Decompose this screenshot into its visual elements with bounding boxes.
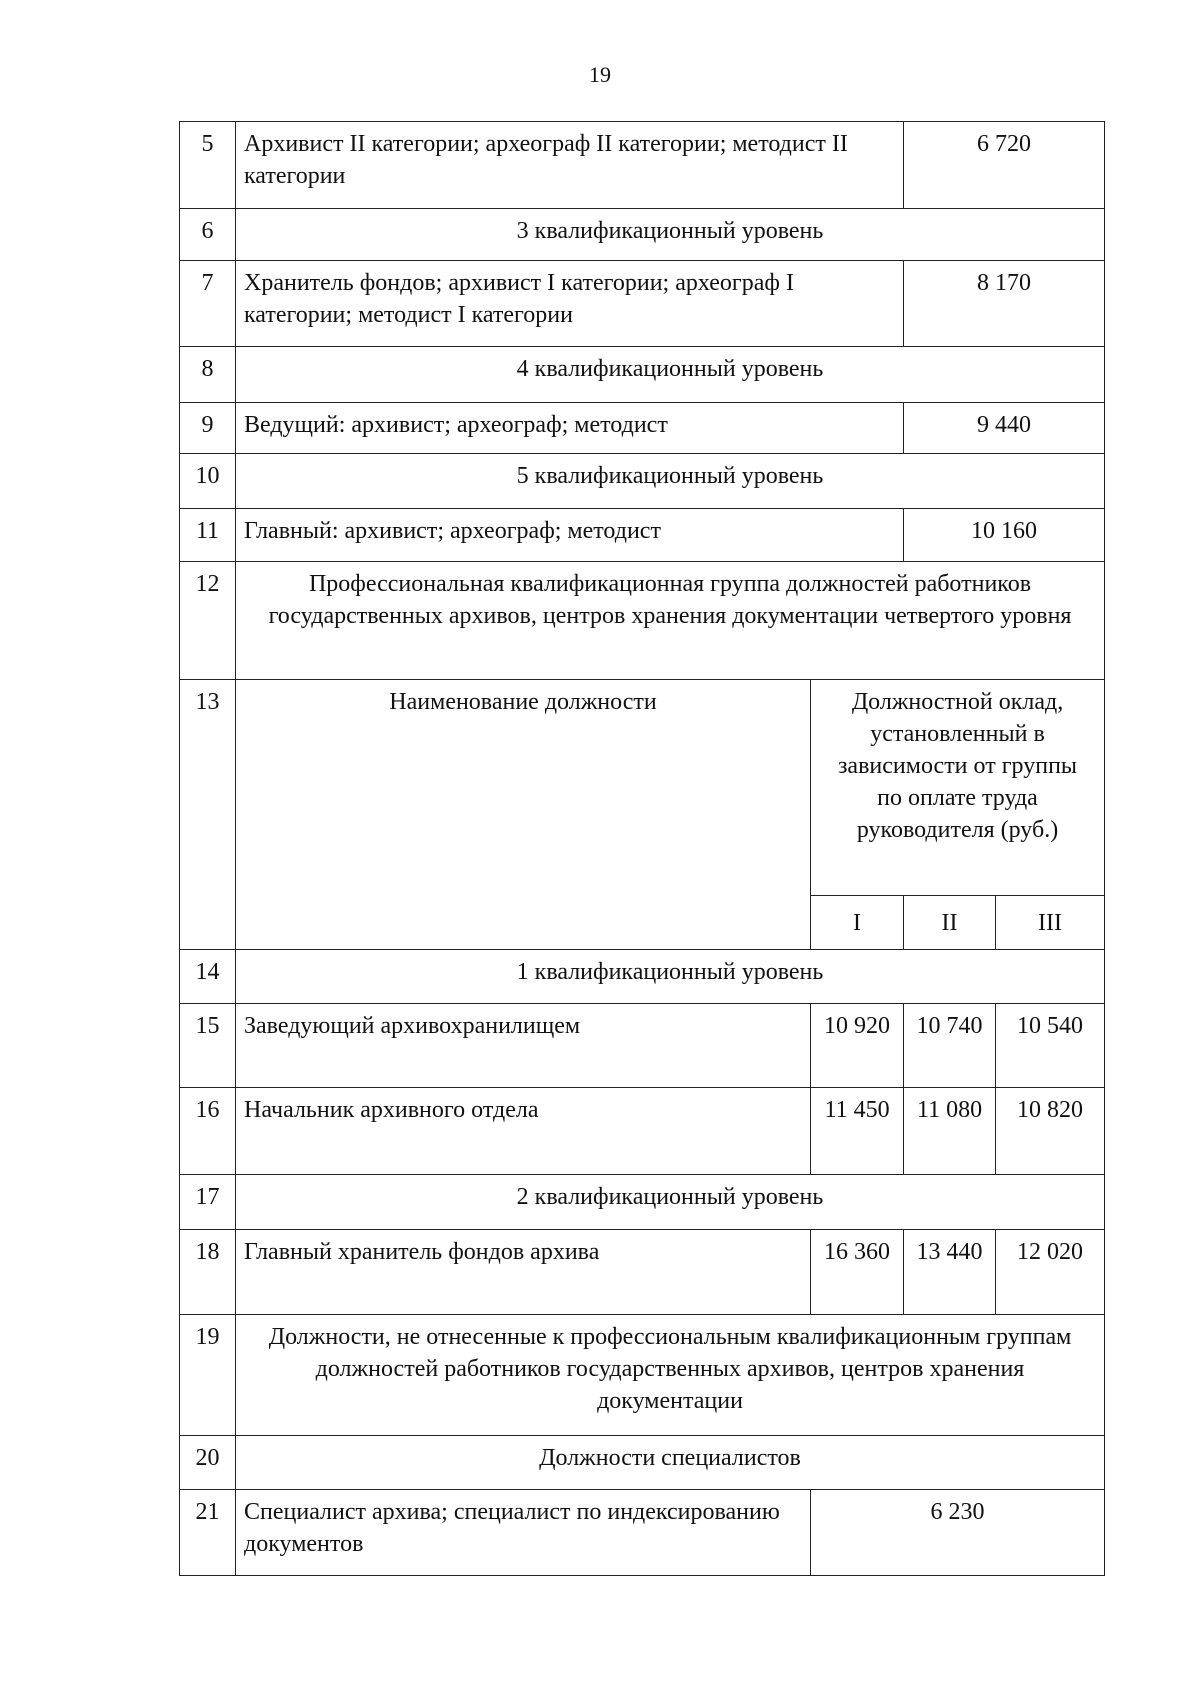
row-number: 19 xyxy=(180,1315,236,1436)
salary-value-group-2: 10 740 xyxy=(904,1004,996,1088)
position-name: Хранитель фондов; архивист I категории; археограф I категории; методист I категории xyxy=(236,261,904,347)
table-row xyxy=(180,562,1105,680)
row-number: 18 xyxy=(180,1230,236,1315)
table-row xyxy=(180,1315,1105,1436)
table-row xyxy=(180,1004,1105,1088)
salary-table xyxy=(179,121,1105,1576)
salary-value-group-3: 10 540 xyxy=(996,1004,1105,1088)
row-number: 14 xyxy=(180,950,236,1004)
salary-value: 10 160 xyxy=(904,509,1105,562)
group-header-2: II xyxy=(904,896,996,950)
table-row xyxy=(180,1088,1105,1175)
qualification-level: 3 квалификационный уровень xyxy=(236,209,1105,261)
qualification-level: 5 квалификационный уровень xyxy=(236,454,1105,509)
salary-value-group-3: 12 020 xyxy=(996,1230,1105,1315)
salary-header: Должностной оклад, установленный в зависимости от группы по оплате труда руководителя (руб.) xyxy=(811,680,1105,896)
table-row xyxy=(180,403,1105,454)
table-row xyxy=(180,1175,1105,1230)
row-number: 20 xyxy=(180,1436,236,1490)
row-number: 12 xyxy=(180,562,236,680)
position-name: Ведущий: архивист; археограф; методист xyxy=(236,403,904,454)
salary-value-group-2: 13 440 xyxy=(904,1230,996,1315)
position-name: Главный: архивист; археограф; методист xyxy=(236,509,904,562)
row-number: 13 xyxy=(180,680,236,950)
table-row xyxy=(180,1230,1105,1315)
position-name: Заведующий архивохранилищем xyxy=(236,1004,811,1088)
table-row xyxy=(180,209,1105,261)
table-row xyxy=(180,347,1105,403)
salary-value-group-1: 16 360 xyxy=(811,1230,904,1315)
row-number: 6 xyxy=(180,209,236,261)
table-row xyxy=(180,454,1105,509)
salary-value-group-2: 11 080 xyxy=(904,1088,996,1175)
row-number: 8 xyxy=(180,347,236,403)
position-name: Главный хранитель фондов архива xyxy=(236,1230,811,1315)
table-row xyxy=(180,261,1105,347)
row-number: 16 xyxy=(180,1088,236,1175)
salary-value: 8 170 xyxy=(904,261,1105,347)
salary-value: 6 230 xyxy=(811,1490,1105,1576)
salary-value: 6 720 xyxy=(904,122,1105,209)
group-header-3: III xyxy=(996,896,1105,950)
row-number: 5 xyxy=(180,122,236,209)
group-heading: Должности, не отнесенные к профессиональным квалификационным группам должностей работников государственных архивов, центров хранения документации xyxy=(236,1315,1105,1436)
salary-value-group-3: 10 820 xyxy=(996,1088,1105,1175)
qualification-level: 1 квалификационный уровень xyxy=(236,950,1105,1004)
row-number: 10 xyxy=(180,454,236,509)
salary-value-group-1: 10 920 xyxy=(811,1004,904,1088)
salary-value-group-1: 11 450 xyxy=(811,1088,904,1175)
row-number: 15 xyxy=(180,1004,236,1088)
table-row xyxy=(180,122,1105,209)
position-name: Архивист II категории; археограф II категории; методист II категории xyxy=(236,122,904,209)
row-number: 9 xyxy=(180,403,236,454)
table-row xyxy=(180,509,1105,562)
category-heading: Должности специалистов xyxy=(236,1436,1105,1490)
table-row xyxy=(180,1490,1105,1576)
qualification-level: 2 квалификационный уровень xyxy=(236,1175,1105,1230)
table-row xyxy=(180,1436,1105,1490)
qualification-level: 4 квалификационный уровень xyxy=(236,347,1105,403)
table-row xyxy=(180,950,1105,1004)
position-name: Начальник архивного отдела xyxy=(236,1088,811,1175)
table-row xyxy=(180,680,1105,896)
row-number: 11 xyxy=(180,509,236,562)
row-number: 7 xyxy=(180,261,236,347)
position-name-header: Наименование должности xyxy=(236,680,811,950)
group-heading: Профессиональная квалификационная группа должностей работников государственных архивов, центров хранения документации четвертого уровня xyxy=(236,562,1105,680)
row-number: 17 xyxy=(180,1175,236,1230)
row-number: 21 xyxy=(180,1490,236,1576)
position-name: Специалист архива; специалист по индексированию документов xyxy=(236,1490,811,1576)
salary-value: 9 440 xyxy=(904,403,1105,454)
page-number: 19 xyxy=(589,62,611,87)
group-header-1: I xyxy=(811,896,904,950)
